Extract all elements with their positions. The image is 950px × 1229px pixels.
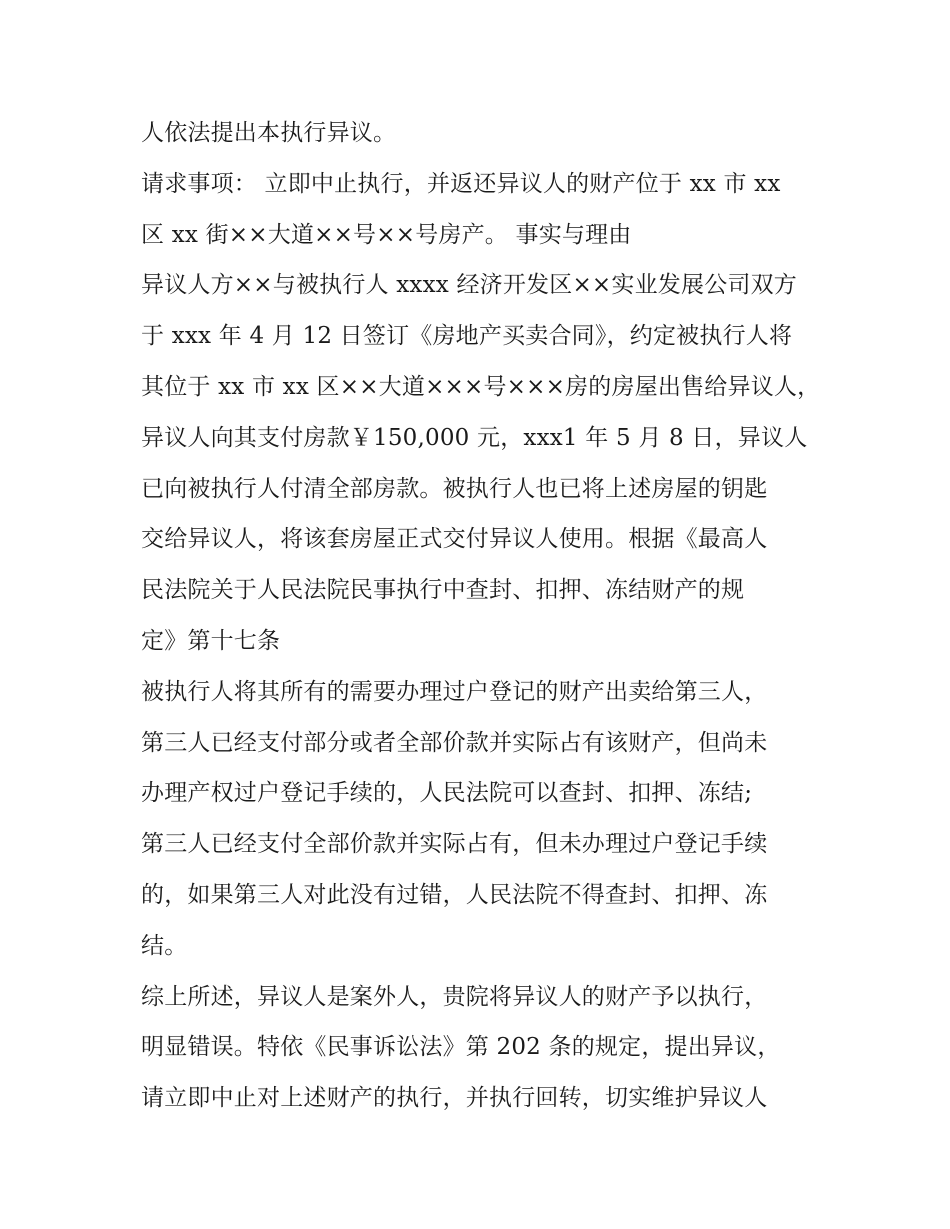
text-line: 区 xx 街××大道××号××号房产。 事实与理由	[141, 221, 632, 248]
text-line: 异议人方××与被执行人 xxxx 经济开发区××实业发展公司双方	[141, 272, 797, 299]
text-line: 的，如果第三人对此没有过错，人民法院不得查封、扣押、冻	[141, 881, 768, 908]
text-line: 人依法提出本执行异议。	[141, 120, 397, 146]
text-line: 交给异议人，将该套房屋正式交付异议人使用。根据《最高人	[141, 526, 768, 553]
text-line: 于 xxx 年 4 月 12 日签订《房地产买卖合同》，约定被执行人将	[141, 323, 793, 350]
text-line: 民法院关于人民法院民事执行中查封、扣押、冻结财产的规	[141, 577, 745, 604]
text-line: 其位于 xx 市 xx 区××大道×××号×××房的房屋出售给异议人，	[141, 373, 821, 400]
text-line: 明显错误。特依《民事诉讼法》第 202 条的规定，提出异议，	[141, 1034, 781, 1061]
document-body	[141, 108, 821, 1124]
text-line: 请立即中止对上述财产的执行，并执行回转，切实维护异议人	[141, 1085, 768, 1112]
text-line: 请求事项： 立即中止执行，并返还异议人的财产位于 xx 市 xx	[141, 170, 781, 197]
text-line: 定》第十七条	[141, 627, 281, 654]
text-line: 结。	[141, 932, 188, 959]
text-line: 异议人向其支付房款￥150,000 元，xxx1 年 5 月 8 日，异议人	[141, 424, 808, 451]
text-line: 综上所述，异议人是案外人，贵院将异议人的财产予以执行，	[141, 983, 768, 1010]
text-line: 办理产权过户登记手续的，人民法院可以查封、扣押、冻结;	[141, 780, 753, 807]
text-line: 被执行人将其所有的需要办理过户登记的财产出卖给第三人，	[141, 678, 768, 705]
text-line: 第三人已经支付部分或者全部价款并实际占有该财产，但尚未	[141, 729, 768, 756]
text-line: 第三人已经支付全部价款并实际占有，但未办理过户登记手续	[141, 831, 768, 858]
text-line: 已向被执行人付清全部房款。被执行人也已将上述房屋的钥匙	[141, 475, 768, 502]
